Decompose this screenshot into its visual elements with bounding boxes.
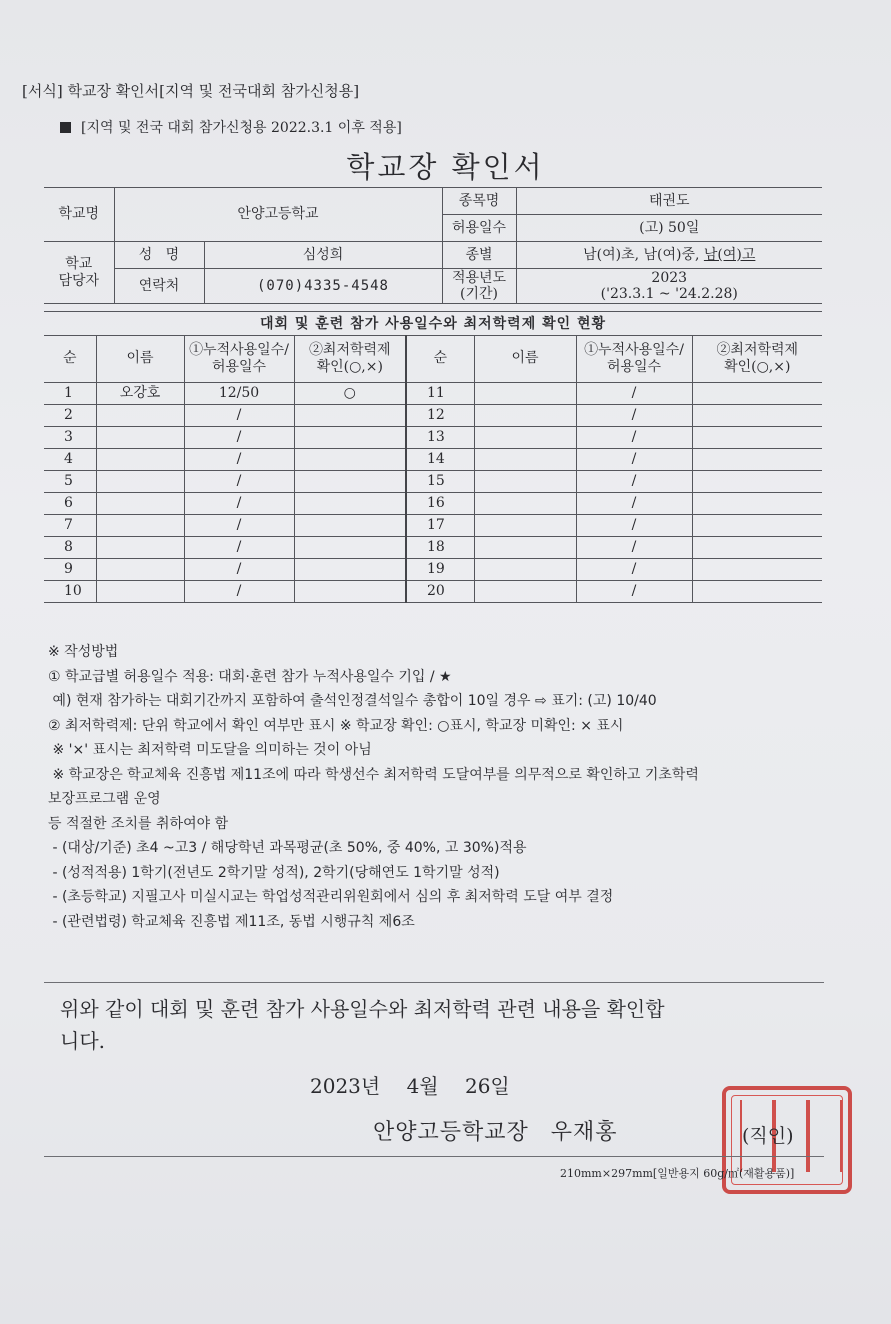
instruction-line: - (대상/기준) 초4 ~고3 / 해당학년 과목평균(초 50%, 중 40%, 고 30%)적용	[48, 840, 527, 856]
row-no-2: 19	[406, 559, 474, 581]
table-row	[44, 581, 822, 603]
row-no: 4	[44, 449, 96, 471]
instruction-line: 등 적절한 조치를 취하여야 함	[48, 815, 229, 832]
divider	[44, 1156, 824, 1157]
row-check	[294, 559, 406, 581]
year-value: 2023	[651, 269, 688, 286]
year-cell	[516, 269, 822, 304]
row-days-2: /	[576, 383, 692, 405]
confirmation-line-1: 위와 같이 대회 및 훈련 참가 사용일수와 최저학력 관련 내용을 확인합	[60, 997, 665, 1021]
row-no: 2	[44, 405, 96, 427]
row-check-2	[692, 559, 822, 581]
event-value: 태권도	[516, 188, 822, 215]
row-no: 8	[44, 537, 96, 559]
instruction-line: ① 학교급별 허용일수 적용: 대회·훈련 참가 누적사용일수 기입 / ★	[48, 668, 452, 685]
row-days-2: /	[576, 559, 692, 581]
col-name: 이름	[96, 336, 184, 383]
instructions	[48, 640, 699, 934]
name-label: 성 명	[114, 242, 204, 269]
table-row	[44, 537, 822, 559]
row-days-2: /	[576, 581, 692, 603]
row-check: ○	[294, 383, 406, 405]
confirmation-line-2: 니다.	[60, 1029, 105, 1053]
instruction-line: 예) 현재 참가하는 대회기간까지 포함하여 출석인정결석일수 총합이 10일 경우 ⇨ 표기: (고) 10/40	[48, 693, 657, 709]
col-check: ②최저학력제 확인(○,×)	[294, 336, 406, 383]
row-no: 5	[44, 471, 96, 493]
col-days: ①누적사용일수/ 허용일수	[184, 336, 294, 383]
row-name: 오강호	[96, 383, 184, 405]
school-value: 안양고등학교	[114, 188, 442, 242]
col-days-2: ①누적사용일수/ 허용일수	[576, 336, 692, 383]
row-no: 10	[44, 581, 96, 603]
row-days: /	[184, 471, 294, 493]
instruction-line: 보장프로그램 운영	[48, 791, 161, 807]
form-subtitle-text: [지역 및 전국 대회 참가신청용 2022.3.1 이후 적용]	[81, 120, 402, 136]
year-label: 적용년도 (기간)	[442, 269, 516, 304]
row-name	[96, 471, 184, 493]
row-days-2: /	[576, 537, 692, 559]
row-days: /	[184, 537, 294, 559]
row-days-2: /	[576, 471, 692, 493]
table-row	[44, 559, 822, 581]
row-name	[96, 559, 184, 581]
contact-label: 연락처	[114, 269, 204, 304]
row-check	[294, 405, 406, 427]
row-no-2: 13	[406, 427, 474, 449]
contact-value: (070)4335-4548	[204, 269, 442, 304]
row-no: 6	[44, 493, 96, 515]
row-no-2: 11	[406, 383, 474, 405]
type-selected: 남(여)고	[703, 246, 756, 263]
row-check-2	[692, 515, 822, 537]
row-check-2	[692, 427, 822, 449]
row-days: 12/50	[184, 383, 294, 405]
row-name-2	[474, 383, 576, 405]
row-days: /	[184, 449, 294, 471]
info-table	[44, 187, 822, 304]
row-check-2	[692, 537, 822, 559]
row-days: /	[184, 427, 294, 449]
instruction-line: ※ 학교장은 학교체육 진흥법 제11조에 따라 학생선수 최저학력 도달여부를 의무적으로 확인하고 기초학력	[48, 766, 699, 783]
row-name	[96, 537, 184, 559]
row-check-2	[692, 471, 822, 493]
row-days: /	[184, 515, 294, 537]
instruction-line: - (성적적용) 1학기(전년도 2학기말 성적), 2학기(당해연도 1학기말 성적)	[48, 864, 500, 881]
row-days-2: /	[576, 515, 692, 537]
row-check	[294, 537, 406, 559]
col-check-2: ②최저학력제 확인(○,×)	[692, 336, 822, 383]
row-no-2: 20	[406, 581, 474, 603]
table-row	[44, 515, 822, 537]
row-check	[294, 493, 406, 515]
row-no-2: 17	[406, 515, 474, 537]
square-bullet-icon	[60, 122, 71, 133]
row-check	[294, 471, 406, 493]
row-no-2: 15	[406, 471, 474, 493]
row-no-2: 14	[406, 449, 474, 471]
row-check-2	[692, 449, 822, 471]
row-check	[294, 581, 406, 603]
row-name	[96, 515, 184, 537]
type-label: 종별	[442, 242, 516, 269]
col-name-2: 이름	[474, 336, 576, 383]
col-no: 순	[44, 336, 96, 383]
issue-date: 2023년 4월 26일	[310, 1074, 510, 1098]
form-title: [서식] 학교장 확인서[지역 및 전국대회 참가신청용]	[22, 82, 360, 100]
name-value: 심성희	[204, 242, 442, 269]
row-check-2	[692, 493, 822, 515]
row-days-2: /	[576, 427, 692, 449]
row-check	[294, 427, 406, 449]
row-name-2	[474, 493, 576, 515]
row-name-2	[474, 471, 576, 493]
row-no-2: 16	[406, 493, 474, 515]
col-no-2: 순	[406, 336, 474, 383]
row-name-2	[474, 427, 576, 449]
staff-label: 학교 담당자	[44, 242, 114, 304]
type-value	[516, 242, 822, 269]
row-days: /	[184, 405, 294, 427]
table-row	[44, 427, 822, 449]
row-no-2: 12	[406, 405, 474, 427]
form-subtitle	[60, 117, 402, 137]
instruction-line: - (관련법령) 학교체육 진흥법 제11조, 동법 시행규칙 제6조	[48, 913, 415, 930]
table-row	[44, 449, 822, 471]
seal-glyph-icon	[808, 1100, 842, 1172]
list-caption: 대회 및 훈련 참가 사용일수와 최저학력제 확인 현황	[44, 311, 822, 336]
paper-spec: 210mm×297mm[일반용지 60g/㎡(재활용품)]	[560, 1167, 795, 1180]
student-list-table	[44, 335, 822, 603]
row-name-2	[474, 581, 576, 603]
divider	[44, 982, 824, 983]
instruction-line: - (초등학교) 지필고사 미실시교는 학업성적관리위원회에서 심의 후 최저학력 도달 여부 결정	[48, 889, 614, 905]
instruction-line: ② 최저학력제: 단위 학교에서 확인 여부만 표시 ※ 학교장 확인: ○표시, 학교장 미확인: × 표시	[48, 717, 624, 734]
row-check	[294, 515, 406, 537]
row-days: /	[184, 493, 294, 515]
row-days-2: /	[576, 493, 692, 515]
row-no: 7	[44, 515, 96, 537]
row-check-2	[692, 581, 822, 603]
row-name-2	[474, 537, 576, 559]
row-no: 1	[44, 383, 96, 405]
seal-label: (직인)	[742, 1125, 794, 1147]
row-name	[96, 405, 184, 427]
row-name	[96, 581, 184, 603]
row-name-2	[474, 449, 576, 471]
row-days: /	[184, 581, 294, 603]
row-no-2: 18	[406, 537, 474, 559]
row-name-2	[474, 405, 576, 427]
row-days-2: /	[576, 449, 692, 471]
row-check	[294, 449, 406, 471]
row-name-2	[474, 559, 576, 581]
row-name	[96, 449, 184, 471]
allowed-days-value: (고) 50일	[516, 215, 822, 242]
row-check-2	[692, 383, 822, 405]
row-no: 3	[44, 427, 96, 449]
row-check-2	[692, 405, 822, 427]
row-name-2	[474, 515, 576, 537]
table-row	[44, 493, 822, 515]
event-label: 종목명	[442, 188, 516, 215]
table-row	[44, 471, 822, 493]
table-row	[44, 383, 822, 405]
row-name	[96, 493, 184, 515]
principal-name: 안양고등학교장 우재홍	[373, 1120, 618, 1145]
row-no: 9	[44, 559, 96, 581]
document-title: 학교장 확인서	[346, 150, 545, 184]
allowed-days-label: 허용일수	[442, 215, 516, 242]
instruction-line: ※ '×' 표시는 최저학력 미도달을 의미하는 것이 아님	[48, 742, 372, 758]
table-row	[44, 405, 822, 427]
row-days: /	[184, 559, 294, 581]
school-label: 학교명	[44, 188, 114, 242]
period-value: ('23.3.1 ~ '24.2.28)	[600, 286, 738, 302]
confirmation-text	[60, 993, 665, 1057]
type-options: 남(여)초, 남(여)중,	[583, 246, 704, 263]
row-name	[96, 427, 184, 449]
instruction-line: ※ 작성방법	[48, 644, 119, 660]
row-days-2: /	[576, 405, 692, 427]
